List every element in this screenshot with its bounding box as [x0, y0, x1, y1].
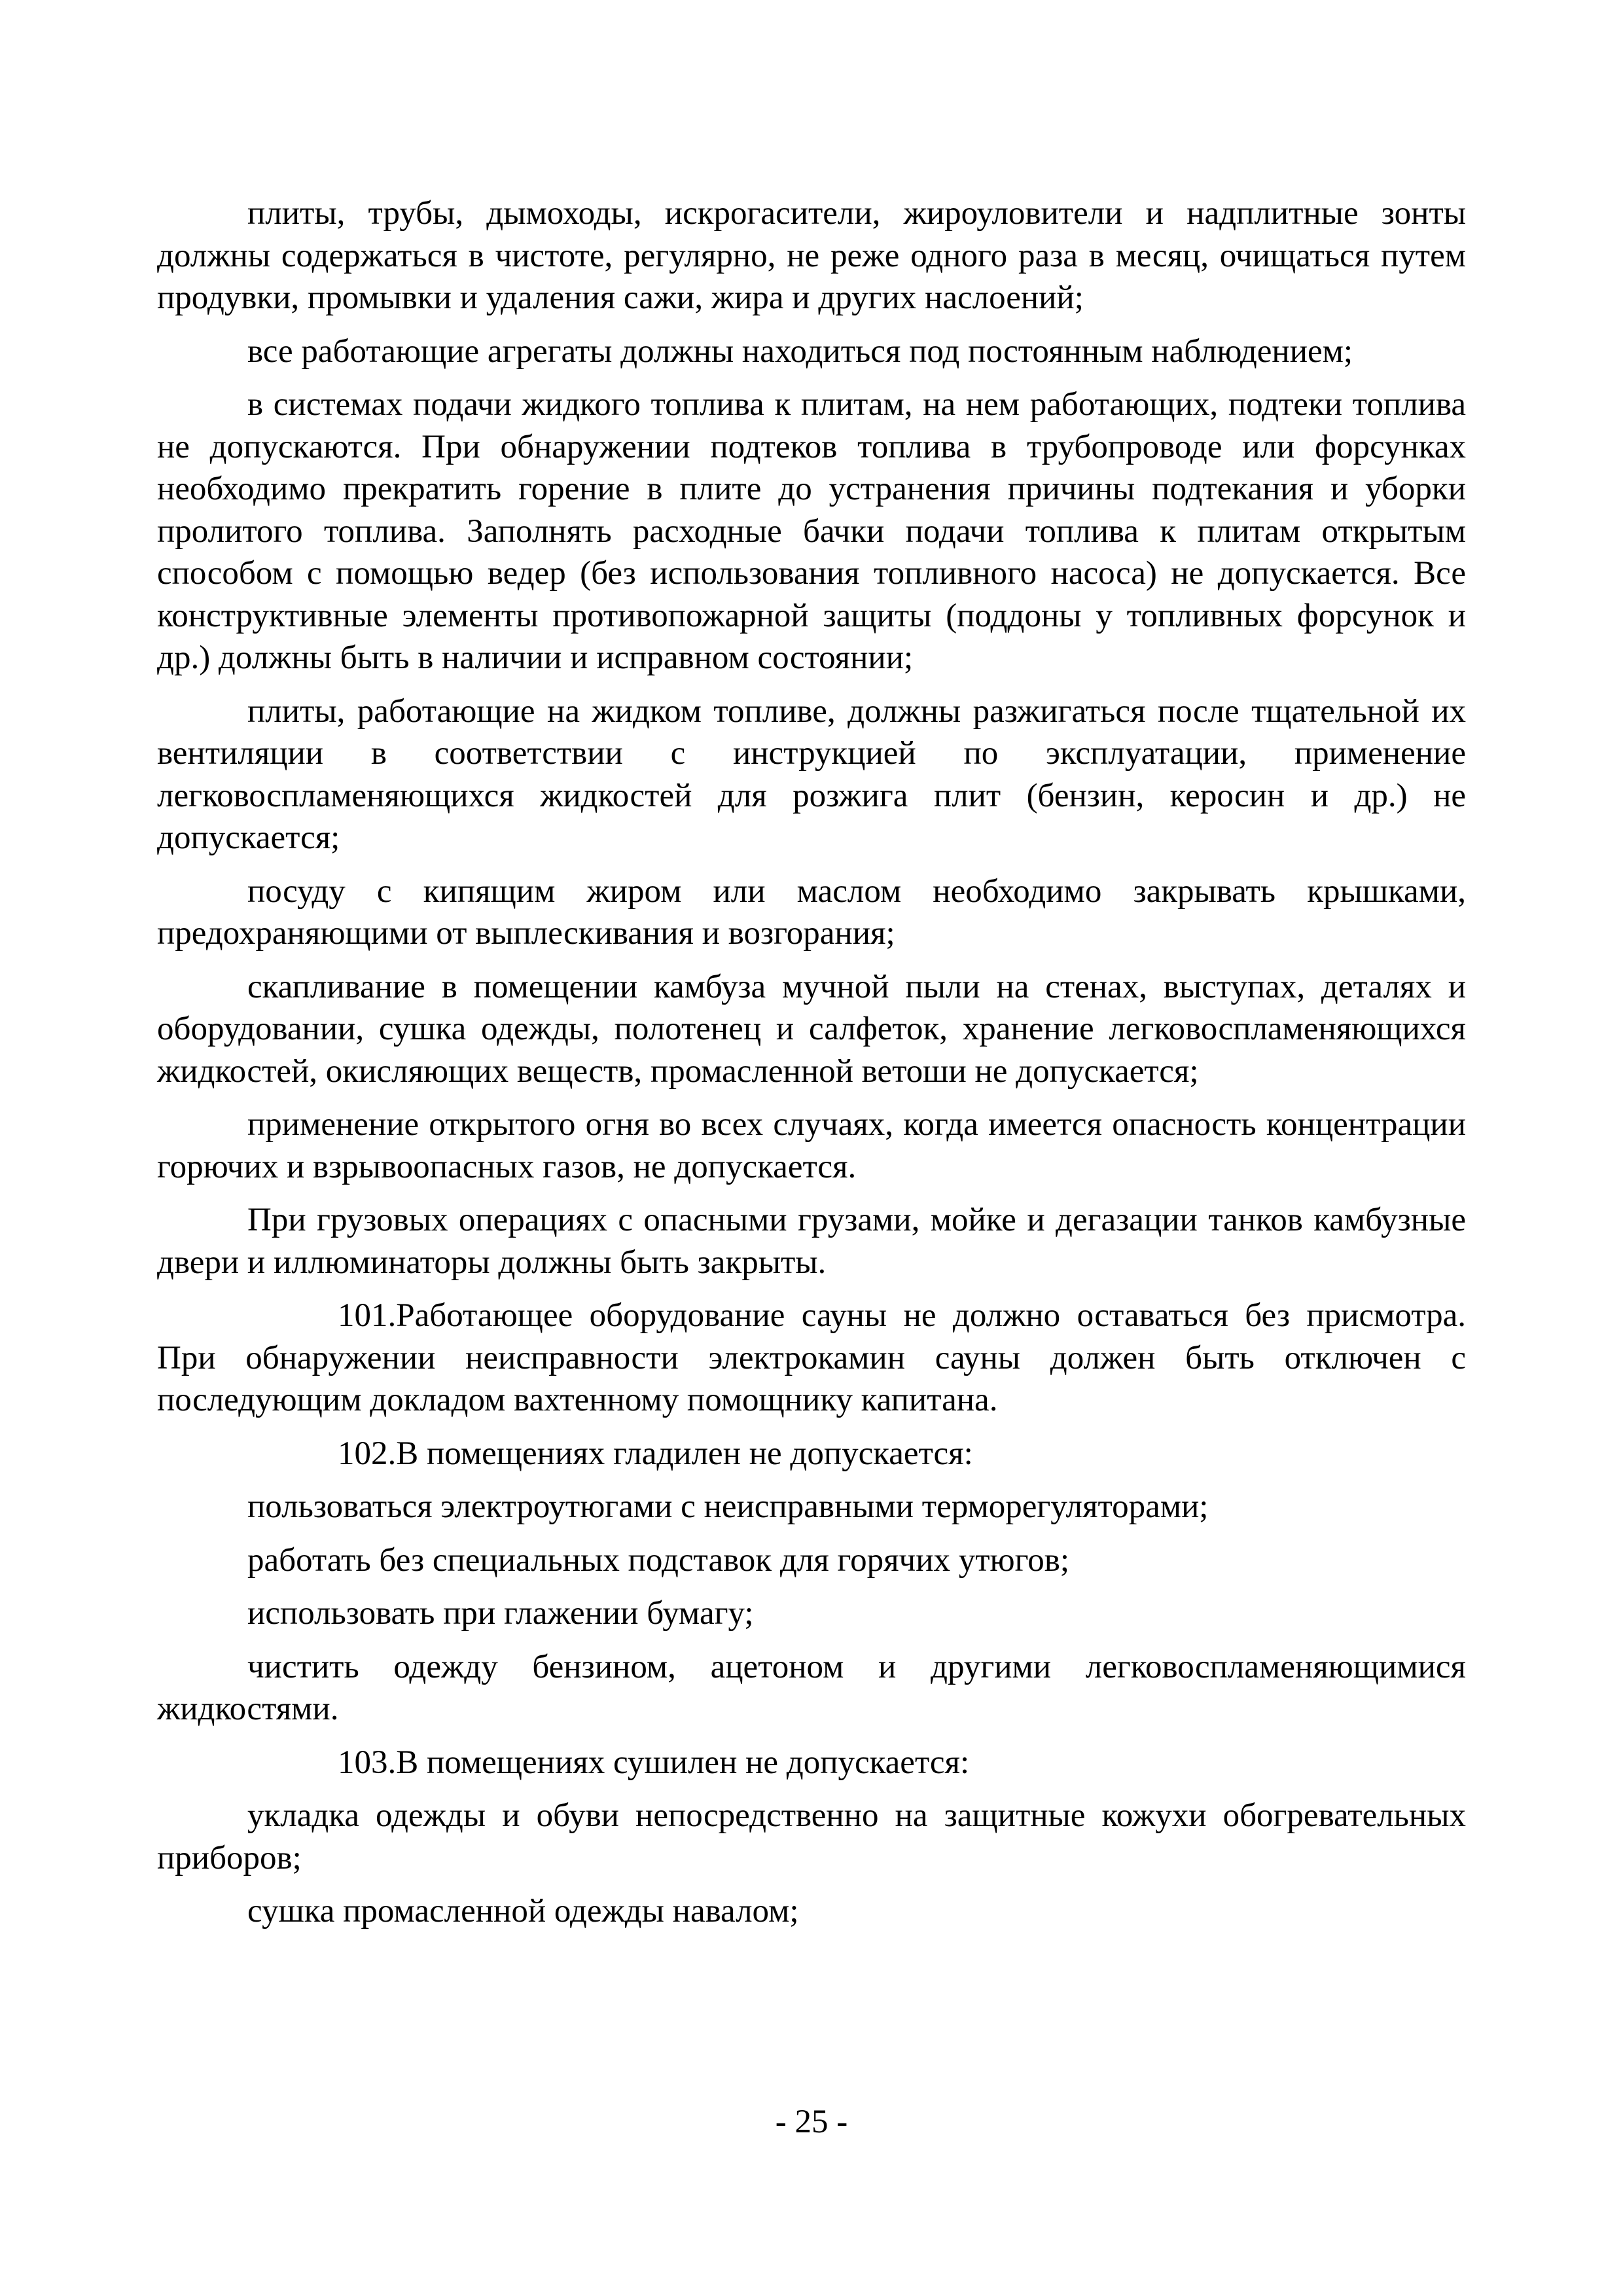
- clause-103: [157, 1742, 1466, 1784]
- clause-subitem: укладка одежды и обуви непосредственно на защитные кожухи обогревательных приборов;: [157, 1797, 1466, 1876]
- clause-subitem: работать без специальных подставок для горячих утюгов;: [247, 1541, 1070, 1579]
- clause-subitem: использовать при глажении бумагу;: [247, 1595, 754, 1632]
- clause-text: Работающее оборудование сауны не должно оставаться без присмотра. При обнаружении неисправности электрокамин сауны должен быть отключен с последующим докладом вахтенному помощнику капитана.: [157, 1297, 1466, 1418]
- paragraph: посуду с кипящим жиром или маслом необходимо закрывать крышками, предохраняющими от выплескивания и возгорания;: [157, 872, 1466, 952]
- clause-number: 103.: [338, 1744, 397, 1781]
- clause-101: [157, 1295, 1466, 1422]
- clause-number: 102.: [338, 1435, 397, 1472]
- paragraph: применение открытого огня во всех случаях, когда имеется опасность концентрации горючих и взрывоопасных газов, не допускается.: [157, 1106, 1466, 1185]
- paragraph: плиты, работающие на жидком топливе, должны разжигаться после тщательной их вентиляции в соответствии с инструкцией по эксплуатации, применение легковоспламеняющихся жидкостей для розжига плит (бензин, керосин и др.) не допускается;: [157, 692, 1466, 856]
- clause-text: В помещениях гладилен не допускается:: [396, 1435, 973, 1472]
- clause-text: В помещениях сушилен не допускается:: [396, 1744, 970, 1781]
- paragraph: в системах подачи жидкого топлива к плитам, на нем работающих, подтеки топлива не допускаются. При обнаружении подтеков топлива в трубопроводе или форсунках необходимо прекратить горение в плите до устранения причины подтекания и уборки пролитого топлива. Заполнять расходные бачки подачи топлива к плитам открытым способом с помощью ведер (без использования топливного насоса) не допускается. Все конструктивные элементы противопожарной защиты (поддоны у топливных форсунок и др.) должны быть в наличии и исправном состоянии;: [157, 386, 1466, 676]
- clause-subitem: сушка промасленной одежды навалом;: [247, 1893, 799, 1929]
- clause-number: 101.: [338, 1297, 397, 1334]
- clause-102: [157, 1433, 1466, 1475]
- paragraph: При грузовых операциях с опасными грузами, мойке и дегазации танков камбузные двери и иллюминаторы должны быть закрыты.: [157, 1202, 1466, 1281]
- clause-subitem: чистить одежду бензином, ацетоном и другими легковоспламеняющимися жидкостями.: [157, 1648, 1466, 1727]
- paragraph: все работающие агрегаты должны находиться под постоянным наблюдением;: [247, 332, 1353, 370]
- paragraph: плиты, трубы, дымоходы, искрогасители, жироуловители и надплитные зонты должны содержаться в чистоте, регулярно, не реже одного раза в месяц, очищаться путем продувки, промывки и удаления сажи, жира и других наслоений;: [157, 195, 1466, 316]
- document-body: [157, 192, 1466, 1944]
- clause-subitem: пользоваться электроутюгами с неисправными терморегуляторами;: [247, 1488, 1209, 1525]
- paragraph: скапливание в помещении камбуза мучной пыли на стенах, выступах, деталях и оборудовании, сушка одежды, полотенец и салфеток, хранение легковоспламеняющихся жидкостей, окисляющих веществ, промасленной ветоши не допускается;: [157, 968, 1466, 1090]
- page-number: - 25 -: [775, 2104, 848, 2140]
